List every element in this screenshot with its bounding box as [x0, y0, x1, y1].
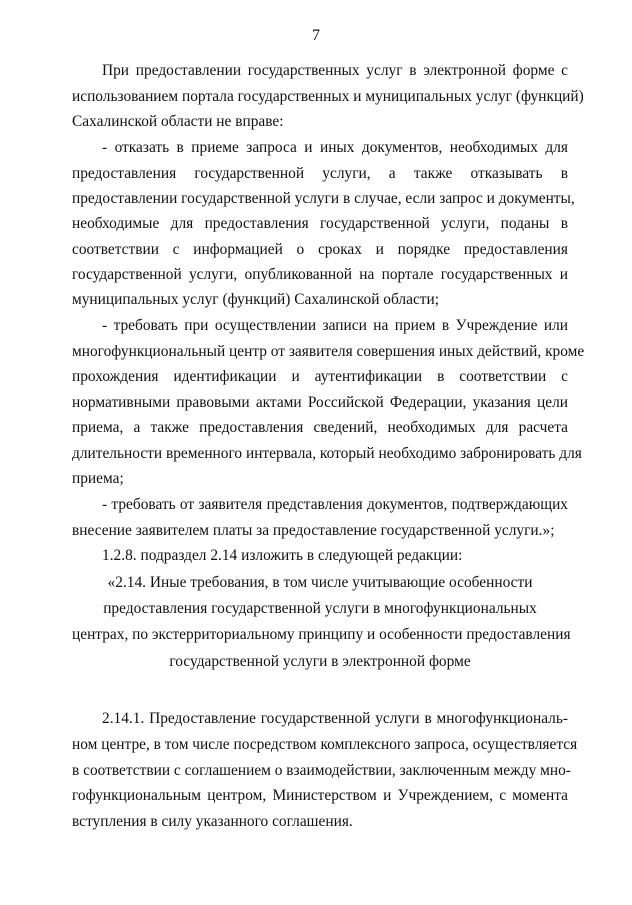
paragraph-line: 2.14.1. Предоставление государственной услуги в многофункциональ- [102, 710, 568, 727]
paragraph-line: - требовать от заявителя представления документов, подтверждающих [102, 496, 568, 513]
paragraph-line: муниципальных услуг (функций) Сахалинской области; [72, 291, 440, 308]
paragraph-line: длительности временного интервала, который необходимо забронировать для [72, 445, 582, 462]
paragraph-line: использованием портала государственных и муниципальных услуг (функций) [72, 88, 584, 105]
section-heading-line: предоставления государственной услуги в многофункциональных [103, 600, 537, 617]
paragraph-line: вступления в силу указанного соглашения. [72, 813, 353, 830]
section-heading-line: государственной услуги в электронной форме [169, 653, 471, 670]
paragraph-line: 1.2.8. подраздел 2.14 изложить в следующей редакции: [102, 547, 463, 564]
paragraph-line: многофункциональный центр от заявителя совершения иных действий, кроме [72, 343, 585, 360]
paragraph-line: Сахалинской области не вправе: [72, 113, 284, 130]
paragraph-line: приема; [72, 470, 124, 487]
paragraph-line: При предоставлении государственных услуг в электронной форме с [102, 62, 568, 79]
paragraph-line: внесение заявителем платы за предоставление государственной услуги.»; [72, 522, 555, 539]
section-heading-line: «2.14. Иные требования, в том числе учитывающие особенности [107, 574, 533, 591]
paragraph-line: соответствии с информацией о сроках и порядке предоставления [72, 241, 568, 258]
paragraph-line: - требовать при осуществлении записи на прием в Учреждение или [102, 317, 568, 334]
paragraph-line: предоставлении государственной услуги в случае, если запрос и документы, [72, 190, 575, 207]
paragraph-line: необходимые для предоставления государственной услуги, поданы в [72, 215, 568, 232]
paragraph-line: прохождения идентификации и аутентификации в соответствии с [72, 368, 568, 385]
paragraph-line: - отказать в приеме запроса и иных документов, необходимых для [102, 139, 568, 156]
paragraph-line: нормативными правовыми актами Российской Федерации, указания цели [72, 394, 568, 411]
paragraph-line: приема, а также предоставления сведений, необходимых для расчета [72, 419, 568, 436]
paragraph-line: гофункциональным центром, Министерством и Учреждением, с момента [72, 787, 568, 804]
page-number: 7 [312, 27, 320, 44]
paragraph-line: государственной услуги, опубликованной на портале государственных и [72, 266, 568, 283]
paragraph-line: ном центре, в том числе посредством комплексного запроса, осуществляется [72, 736, 578, 753]
paragraph-line: предоставления государственной услуги, а также отказывать в [72, 165, 568, 182]
section-heading-line: центрах, по экстерриториальному принципу и особенности предоставления [72, 626, 571, 643]
paragraph-line: в соответствии с соглашением о взаимодействии, заключенным между мно- [72, 762, 571, 779]
